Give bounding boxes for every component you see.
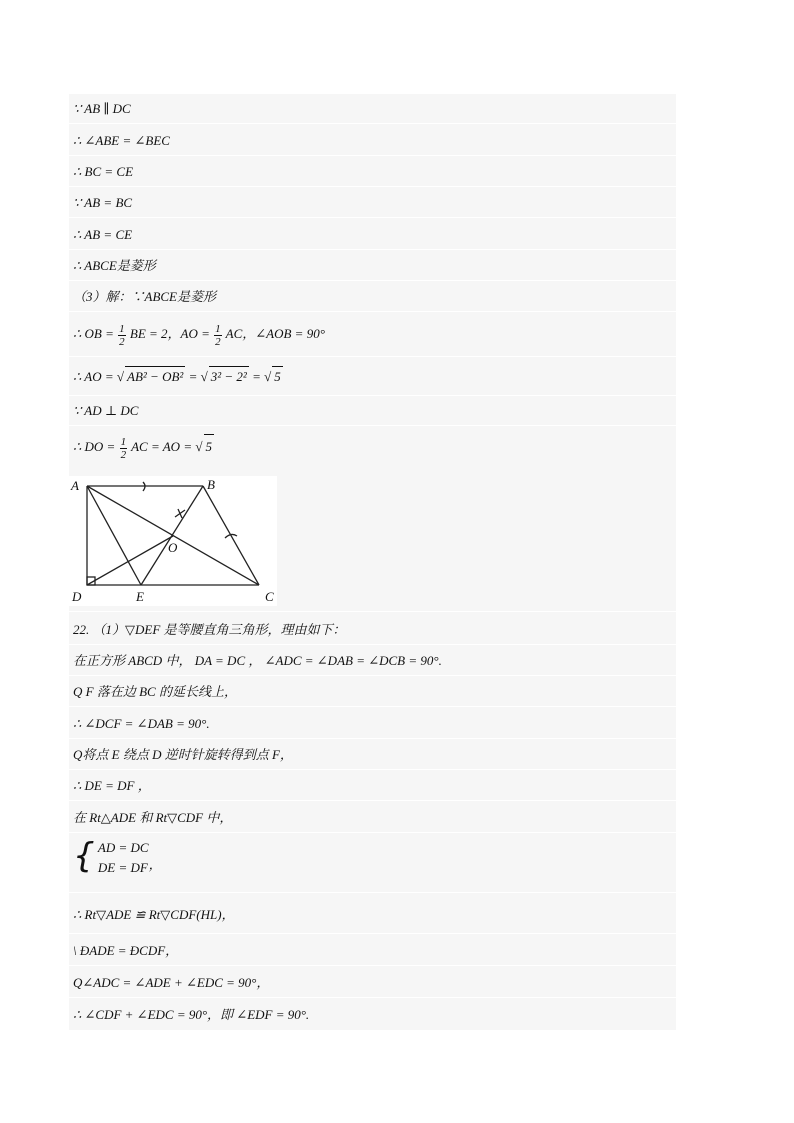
rhombus-diagram — [69, 476, 277, 606]
line-ao-sqrt: ∴ AO = √ AB² − OB² = √ 3² − 2² = √ 5 — [69, 366, 676, 387]
line-ob-ao: ∴ OB = $\frac{1}{2}$ BE = 2，AO = $\frac{1}{2}$ AC，∠AOB = 90° — [73, 322, 325, 348]
answer-sheet — [69, 94, 676, 1030]
line-part3: （3）解：∵ABCE是菱形 — [73, 289, 216, 304]
line-ab-parallel-dc: ∵ AB ∥ DC — [73, 101, 131, 116]
line-ad-perp-dc: ∵ AD ⊥ DC — [73, 403, 139, 418]
segment-bc — [203, 486, 259, 585]
label-o: O — [168, 540, 178, 555]
label-d: D — [72, 589, 82, 604]
line-do: ∴ DO = $\frac{1}{2}$ AC = AO = √ 5 — [73, 435, 212, 461]
line-angle-abe-bec: ∴ ∠ABE = ∠BEC — [73, 133, 170, 148]
label-c: C — [265, 589, 274, 604]
line-f-on-bc: Q F 落在边 BC 的延长线上， — [73, 684, 237, 699]
segment-be — [141, 486, 203, 585]
line-edf: ∴ ∠CDF + ∠EDC = 90°，即 ∠EDF = 90°. — [73, 1007, 310, 1022]
line-system: { AD = DC DE = DF ， — [73, 836, 162, 876]
line-ade-cdf: \ ÐADE = ÐCDF， — [73, 943, 179, 958]
line-adc-sum: Q∠ADC = ∠ADE + ∠EDC = 90°， — [73, 975, 270, 990]
line-triangles: 在 Rt△ADE 和 Rt▽CDF 中， — [73, 810, 233, 825]
line-dcf: ∴ ∠DCF = ∠DAB = 90°. — [73, 716, 210, 731]
line-ab-ce: ∴ AB = CE — [73, 227, 133, 242]
line-square: 在正方形 ABCD 中， DA = DC ， ∠ADC = ∠DAB = ∠DCB = 90°. — [73, 653, 442, 668]
label-b: B — [207, 477, 215, 492]
segment-do — [87, 536, 173, 585]
line-rotation: Q将点 E 绕点 D 逆时针旋转得到点 F， — [73, 747, 293, 762]
geometry-figure — [69, 476, 277, 606]
line-congruent: ∴ Rt▽ADE ≌ Rt▽CDF(HL)， — [73, 907, 235, 922]
line-rhombus: ∴ ABCE是菱形 — [73, 258, 156, 273]
line-ab-bc: ∵ AB = BC — [73, 195, 133, 210]
label-e: E — [136, 589, 144, 604]
line-bc-ce: ∴ BC = CE — [73, 164, 134, 179]
label-a: A — [71, 478, 79, 493]
line-problem-22: 22. （1）▽DEF 是等腰直角三角形，理由如下： — [73, 622, 346, 637]
line-de-df: ∴ DE = DF ， — [73, 778, 151, 793]
